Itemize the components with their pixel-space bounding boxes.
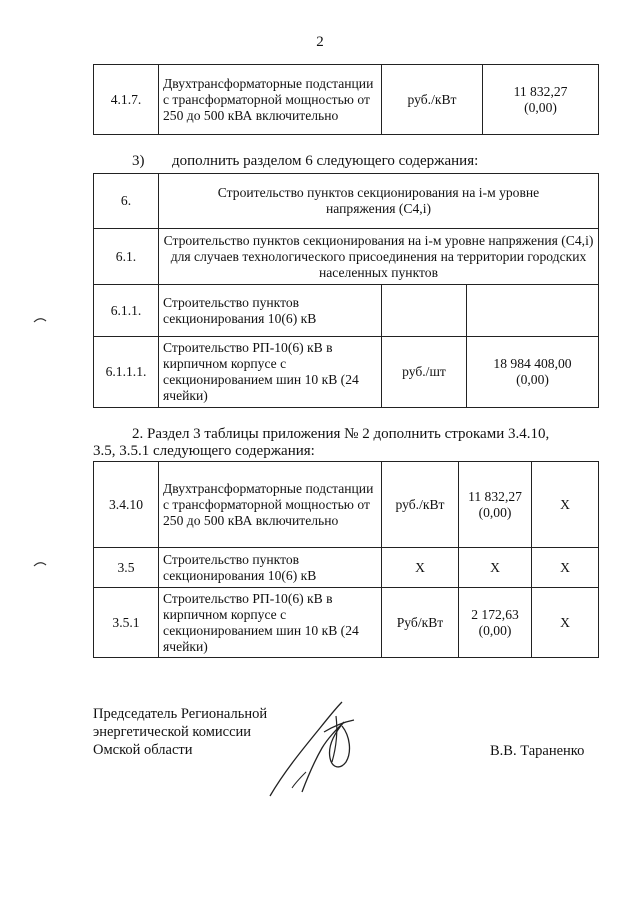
row-unit: Х <box>382 548 459 588</box>
row-unit: руб./кВт <box>382 65 483 135</box>
row-code: 6. <box>94 174 159 229</box>
item-3-number: 3) <box>132 153 145 169</box>
row-value-cell <box>483 65 599 135</box>
row-value-sub: (0,00) <box>478 504 512 520</box>
page-number: 2 <box>316 34 324 50</box>
row-name: Строительство пунктов секционирования на i-м уровне напряжения (С4,i) <box>159 174 599 229</box>
row-value: 18 984 408,00 <box>493 356 572 371</box>
row-value: Х <box>490 559 500 575</box>
row-unit: Руб/кВт <box>382 588 459 658</box>
row-code: 4.1.7. <box>94 65 159 135</box>
row-code: 3.5.1 <box>94 588 159 658</box>
row-value-cell <box>467 337 599 408</box>
item-2-line2: 3.5, 3.5.1 следующего содержания: <box>93 443 315 459</box>
item-2-line1: 2. Раздел 3 таблицы приложения № 2 дополнить строками 3.4.10, <box>132 426 550 442</box>
table-row <box>94 548 599 588</box>
margin-mark <box>33 316 47 324</box>
row-name: Двухтрансформаторные подстанции с трансформаторной мощностью от 250 до 500 кВА включительно <box>159 65 382 135</box>
row-value-sub: (0,00) <box>524 99 557 115</box>
table-row <box>94 462 599 548</box>
row-value: 11 832,27 <box>468 488 522 504</box>
signatory-line3: Омской области <box>93 742 193 758</box>
row-x: Х <box>532 588 599 658</box>
table-section-6 <box>93 173 599 408</box>
row-value: 11 832,27 <box>513 83 568 99</box>
row-value-cell <box>459 548 532 588</box>
signatory-line1: Председатель Региональной <box>93 706 268 722</box>
row-code: 6.1.1.1. <box>94 337 159 408</box>
handwritten-signature <box>262 692 372 807</box>
row-unit-empty <box>382 285 467 337</box>
signatory-title <box>93 705 267 759</box>
row-value-empty <box>467 285 599 337</box>
table-row <box>94 337 599 408</box>
row-code: 3.4.10 <box>94 462 159 548</box>
row-value-cell <box>459 588 532 658</box>
margin-mark <box>33 560 47 568</box>
row-name: Строительство пунктов секционирования на i-м уровне напряжения (С4,i) для случаев технологического присоединения на территории городских населенных пунктов <box>159 229 599 285</box>
row-value-sub: (0,00) <box>516 372 549 387</box>
table-continuation <box>93 64 599 135</box>
table-row <box>94 285 599 337</box>
row-name: Строительство РП-10(6) кВ в кирпичном корпусе с секционированием шин 10 кВ (24 ячейки) <box>159 337 382 408</box>
row-name: Строительство РП-10(6) кВ в кирпичном корпусе с секционированием шин 10 кВ (24 ячейки) <box>159 588 382 658</box>
row-value: 2 172,63 <box>471 606 519 622</box>
row-value-sub: (0,00) <box>478 622 512 638</box>
row-name: Строительство пунктов секционирования 10(6) кВ <box>159 285 382 337</box>
row-x: Х <box>532 548 599 588</box>
row-code: 6.1. <box>94 229 159 285</box>
row-name: Двухтрансформаторные подстанции с трансформаторной мощностью от 250 до 500 кВА включительно <box>159 462 382 548</box>
table-row <box>94 174 599 229</box>
row-unit: руб./кВт <box>382 462 459 548</box>
table-row <box>94 229 599 285</box>
signatory-name: В.В. Тараненко <box>490 743 585 759</box>
row-code: 3.5 <box>94 548 159 588</box>
table-row <box>94 65 599 135</box>
item-3-text: дополнить разделом 6 следующего содержания: <box>172 153 479 169</box>
table-section-3 <box>93 461 599 658</box>
row-name: Строительство пунктов секционирования 10(6) кВ <box>159 548 382 588</box>
row-value-cell <box>459 462 532 548</box>
signatory-line2: энергетической комиссии <box>93 724 252 740</box>
row-code: 6.1.1. <box>94 285 159 337</box>
row-unit: руб./шт <box>382 337 467 408</box>
table-row <box>94 588 599 658</box>
row-x: Х <box>532 462 599 548</box>
